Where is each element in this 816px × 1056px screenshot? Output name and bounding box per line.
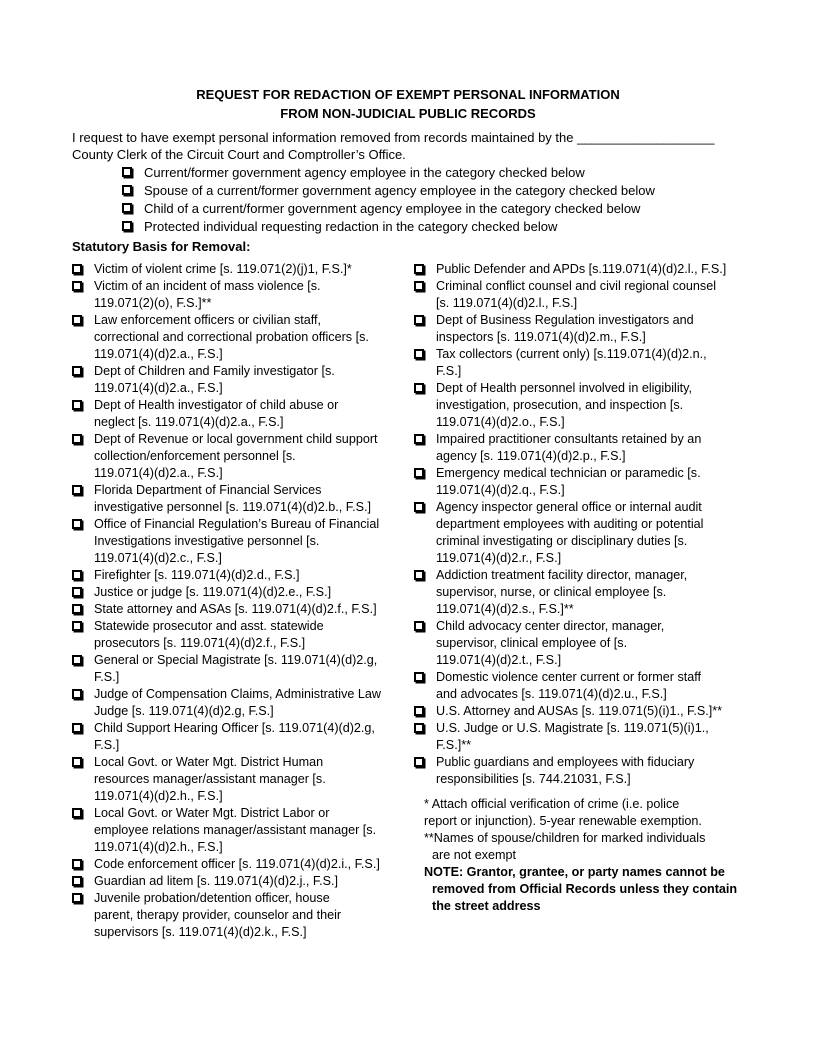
statutory-basis-label-line: Office of Financial Regulation’s Bureau of Financial [94,517,380,531]
statutory-basis-label-line: Dept of Children and Family investigator [s. [94,364,335,378]
checkbox-icon[interactable] [72,604,82,614]
statutory-basis-label-line: Public guardians and employees with fiduciary [436,755,695,769]
statutory-basis-label [94,482,408,516]
statutory-basis-item[interactable] [414,618,754,669]
statutory-basis-label [436,669,754,703]
statutory-basis-label [436,618,754,669]
checkbox-icon[interactable] [72,315,82,325]
checkbox-icon[interactable] [72,281,82,291]
statutory-basis-label-line: Law enforcement officers or civilian staff, [94,313,322,327]
statutory-basis-label [94,856,408,873]
statutory-basis-label [94,720,408,754]
checkbox-icon[interactable] [414,723,424,733]
statutory-basis-label-line: supervisor, clinical employee of [s. [436,636,628,650]
checkbox-icon[interactable] [414,672,424,682]
statutory-basis-label-line: prosecutors [s. 119.071(4)(d)2.f., F.S.] [94,636,306,650]
checkbox-icon[interactable] [122,167,132,177]
statutory-basis-label-line: F.S.] [436,364,462,378]
statutory-basis-right-column [414,261,754,788]
statutory-basis-label [436,720,754,754]
statutory-basis-label [436,346,754,380]
statutory-basis-label-line: Addiction treatment facility director, manager, [436,568,688,582]
statutory-basis-label-line: supervisors [s. 119.071(4)(d)2.k., F.S.] [94,925,307,939]
statutory-basis-item[interactable] [414,346,754,380]
checkbox-icon[interactable] [414,434,424,444]
statutory-basis-item[interactable] [414,380,754,431]
statutory-basis-label [436,754,754,788]
requester-option[interactable] [122,200,762,218]
statutory-basis-label-line: Local Govt. or Water Mgt. District Human [94,755,324,769]
checkbox-icon[interactable] [72,689,82,699]
requester-option[interactable] [122,182,762,200]
statutory-basis-label-line: 119.071(4)(d)2.s., F.S.]** [436,602,574,616]
statutory-basis-label [94,754,408,805]
checkbox-icon[interactable] [414,621,424,631]
requester-option-label: Spouse of a current/former government agency employee in the category checked below [144,183,655,198]
footnotes [424,796,754,915]
checkbox-icon[interactable] [72,519,82,529]
statutory-basis-label [436,312,754,346]
statutory-basis-label-line: Guardian ad litem [s. 119.071(4)(d)2.j., F.S.] [94,874,339,888]
statutory-basis-label-line: Dept of Business Regulation investigators and [436,313,694,327]
statutory-basis-label [94,312,408,363]
statutory-basis-label-line: and advocates [s. 119.071(4)(d)2.u., F.S.] [436,687,667,701]
statutory-basis-label-line: Dept of Health investigator of child abuse or [94,398,339,412]
checkbox-icon[interactable] [122,221,132,231]
statutory-basis-label [436,431,754,465]
statutory-basis-item[interactable] [72,754,408,805]
statutory-basis-label [436,278,754,312]
statutory-basis-label-line: 119.071(4)(d)2.c., F.S.] [94,551,222,565]
requester-option-label: Current/former government agency employee in the category checked below [144,165,585,180]
statutory-basis-item[interactable] [414,499,754,567]
statutory-basis-item[interactable] [72,686,408,720]
footnote-attach-line-2: report or injunction). 5-year renewable exemption. [424,814,702,828]
statutory-basis-item[interactable] [72,720,408,754]
checkbox-icon[interactable] [72,893,82,903]
checkbox-icon[interactable] [414,383,424,393]
statutory-basis-item[interactable] [414,567,754,618]
statutory-basis-heading: Statutory Basis for Removal: [72,239,251,254]
statutory-basis-label-line: 119.071(4)(d)2.a., F.S.] [94,381,223,395]
statutory-basis-label [94,805,408,856]
checkbox-icon[interactable] [414,349,424,359]
statutory-basis-label-line: collection/enforcement personnel [s. [94,449,296,463]
checkbox-icon[interactable] [72,587,82,597]
statutory-basis-label-line: 119.071(4)(d)2.t., F.S.] [436,653,562,667]
statutory-basis-label-line: Criminal conflict counsel and civil regional counsel [436,279,716,293]
statutory-basis-label-line: Child Support Hearing Officer [s. 119.071(4)(d)2.g, [94,721,375,735]
statutory-basis-label-line: Dept of Revenue or local government child support [94,432,378,446]
statutory-basis-item[interactable] [414,703,754,720]
footnote-attach-line-1: * Attach official verification of crime (i.e. police [424,797,680,811]
note-line-2: removed from Official Records unless they contain [432,882,738,896]
statutory-basis-label-line: resources manager/assistant manager [s. [94,772,326,786]
statutory-basis-label [436,380,754,431]
statutory-basis-label-line: General or Special Magistrate [s. 119.071(4)(d)2.g, [94,653,378,667]
statutory-basis-item[interactable] [414,312,754,346]
statutory-basis-label-line: 119.071(4)(d)2.q., F.S.] [436,483,565,497]
statutory-basis-item[interactable] [414,720,754,754]
statutory-basis-item[interactable] [72,261,408,278]
statutory-basis-label [94,363,408,397]
statutory-basis-label [94,652,408,686]
checkbox-icon[interactable] [414,281,424,291]
statutory-basis-label [436,465,754,499]
statutory-basis-item[interactable] [414,261,754,278]
request-statement [72,129,762,163]
statutory-basis-label-line: Firefighter [s. 119.071(4)(d)2.d., F.S.] [94,568,300,582]
statutory-basis-item[interactable] [72,873,408,890]
request-statement-line-1: I request to have exempt personal information removed from records maintained by the ___________________ [72,130,715,145]
statutory-basis-label-line: F.S.] [94,738,120,752]
statutory-basis-item[interactable] [414,465,754,499]
checkbox-icon[interactable] [72,400,82,410]
statutory-basis-label-line: Juvenile probation/detention officer, house [94,891,330,905]
statutory-basis-label [94,397,408,431]
statutory-basis-item[interactable] [414,431,754,465]
statutory-basis-label-line: 119.071(4)(d)2.o., F.S.] [436,415,565,429]
statutory-basis-label-line: correctional and correctional probation officers [s. [94,330,369,344]
statutory-basis-item[interactable] [72,584,408,601]
statutory-basis-label-line: 119.071(4)(d)2.r., F.S.] [436,551,562,565]
requester-option[interactable] [122,164,762,182]
statutory-basis-label-line: State attorney and ASAs [s. 119.071(4)(d)2.f., F.S.] [94,602,377,616]
statutory-basis-label-line: Dept of Health personnel involved in eligibility, [436,381,692,395]
statutory-basis-label-line: neglect [s. 119.071(4)(d)2.a., F.S.] [94,415,284,429]
form-title-line-2: FROM NON-JUDICIAL PUBLIC RECORDS [280,106,536,121]
statutory-basis-label [94,516,408,567]
statutory-basis-label [94,261,408,278]
statutory-basis-item[interactable] [72,312,408,363]
statutory-basis-label [94,431,408,482]
statutory-basis-item[interactable] [72,431,408,482]
statutory-basis-label [94,873,408,890]
statutory-basis-label-line: U.S. Judge or U.S. Magistrate [s. 119.071(5)(i)1., [436,721,709,735]
requester-option-label: Child of a current/former government agency employee in the category checked below [144,201,641,216]
statutory-basis-label-line: Statewide prosecutor and asst. statewide [94,619,324,633]
statutory-basis-item[interactable] [414,278,754,312]
statutory-basis-label-line: employee relations manager/assistant manager [s. [94,823,377,837]
checkbox-icon[interactable] [414,502,424,512]
statutory-basis-item[interactable] [72,278,408,312]
statutory-basis-label-line: F.S.]** [436,738,471,752]
checkbox-icon[interactable] [414,315,424,325]
note-line-3: the street address [432,899,541,913]
statutory-basis-item[interactable] [72,363,408,397]
statutory-basis-label-line: Domestic violence center current or former staff [436,670,702,684]
statutory-basis-label [436,261,754,278]
statutory-basis-label [436,499,754,567]
statutory-basis-label-line: supervisor, nurse, or clinical employee [s. [436,585,667,599]
statutory-basis-label [94,890,408,941]
checkbox-icon[interactable] [72,366,82,376]
statutory-basis-label [94,278,408,312]
statutory-basis-label-line: responsibilities [s. 744.21031, F.S.] [436,772,631,786]
statutory-basis-label-line: F.S.] [94,670,120,684]
checkbox-icon[interactable] [414,570,424,580]
statutory-basis-label-line: Tax collectors (current only) [s.119.071(4)(d)2.n., [436,347,707,361]
statutory-basis-label-line: Investigations investigative personnel [s. [94,534,320,548]
statutory-basis-item[interactable] [72,805,408,856]
statutory-basis-label-line: [s. 119.071(4)(d)2.l., F.S.] [436,296,578,310]
checkbox-icon[interactable] [72,485,82,495]
statutory-basis-label-line: 119.071(4)(d)2.a., F.S.] [94,466,223,480]
statutory-basis-label-line: 119.071(4)(d)2.h., F.S.] [94,789,223,803]
checkbox-icon[interactable] [72,264,82,274]
statutory-basis-label-line: 119.071(2)(o), F.S.]** [94,296,212,310]
statutory-basis-label-line: criminal investigating or disciplinary duties [s. [436,534,688,548]
statutory-basis-label [94,601,408,618]
statutory-basis-label-line: investigation, prosecution, and inspection [s. [436,398,684,412]
checkbox-icon[interactable] [122,203,132,213]
footnote-names-line-1: **Names of spouse/children for marked individuals [424,831,706,845]
statutory-basis-label-line: Emergency medical technician or paramedic [s. [436,466,701,480]
statutory-basis-label [94,584,408,601]
checkbox-icon[interactable] [122,185,132,195]
statutory-basis-label [94,686,408,720]
checkbox-icon[interactable] [72,876,82,886]
statutory-basis-label-line: Code enforcement officer [s. 119.071(4)(d)2.i., F.S.] [94,857,380,871]
statutory-basis-item[interactable] [72,652,408,686]
statutory-basis-label-line: Child advocacy center director, manager, [436,619,665,633]
checkbox-icon[interactable] [72,808,82,818]
statutory-basis-label-line: inspectors [s. 119.071(4)(d)2.m., F.S.] [436,330,646,344]
statutory-basis-label-line: investigative personnel [s. 119.071(4)(d)2.b., F.S.] [94,500,371,514]
statutory-basis-label-line: 119.071(4)(d)2.a., F.S.] [94,347,223,361]
statutory-basis-label-line: U.S. Attorney and AUSAs [s. 119.071(5)(i)1., F.S.]** [436,704,723,718]
note-line-1: NOTE: Grantor, grantee, or party names cannot be [424,865,725,879]
statutory-basis-label-line: Judge of Compensation Claims, Administrative Law [94,687,381,701]
statutory-basis-label [436,567,754,618]
requester-option-label: Protected individual requesting redaction in the category checked below [144,219,558,234]
requester-type-options [122,164,762,236]
statutory-basis-label-line: Impaired practitioner consultants retained by an [436,432,702,446]
statutory-basis-item[interactable] [72,567,408,584]
checkbox-icon[interactable] [72,434,82,444]
checkbox-icon[interactable] [72,570,82,580]
statutory-basis-item[interactable] [72,482,408,516]
checkbox-icon[interactable] [414,468,424,478]
statutory-basis-label-line: Victim of violent crime [s. 119.071(2)(j)1, F.S.]* [94,262,352,276]
checkbox-icon[interactable] [72,621,82,631]
checkbox-icon[interactable] [72,655,82,665]
checkbox-icon[interactable] [72,723,82,733]
statutory-basis-item[interactable] [72,397,408,431]
statutory-basis-item[interactable] [72,890,408,941]
checkbox-icon[interactable] [72,757,82,767]
statutory-basis-item[interactable] [72,856,408,873]
request-statement-line-2: County Clerk of the Circuit Court and Comptroller’s Office. [72,147,406,162]
statutory-basis-label-line: department employees with auditing or potential [436,517,704,531]
checkbox-icon[interactable] [414,757,424,767]
statutory-basis-label-line: agency [s. 119.071(4)(d)2.p., F.S.] [436,449,626,463]
statutory-basis-label-line: Local Govt. or Water Mgt. District Labor or [94,806,330,820]
statutory-basis-label-line: Agency inspector general office or internal audit [436,500,702,514]
statutory-basis-left-column [72,261,408,941]
statutory-basis-label-line: parent, therapy provider, counselor and their [94,908,342,922]
statutory-basis-item[interactable] [72,618,408,652]
statutory-basis-label-line: 119.071(4)(d)2.h., F.S.] [94,840,223,854]
statutory-basis-label-line: Florida Department of Financial Services [94,483,322,497]
statutory-basis-item[interactable] [414,669,754,703]
statutory-basis-label [94,618,408,652]
statutory-basis-label-line: Public Defender and APDs [s.119.071(4)(d)2.l., F.S.] [436,262,727,276]
checkbox-icon[interactable] [414,264,424,274]
requester-option[interactable] [122,218,762,236]
statutory-basis-label-line: Victim of an incident of mass violence [s. [94,279,321,293]
statutory-basis-item[interactable] [72,516,408,567]
statutory-basis-label [94,567,408,584]
statutory-basis-label-line: Judge [s. 119.071(4)(d)2.g, F.S.] [94,704,274,718]
statutory-basis-label-line: Justice or judge [s. 119.071(4)(d)2.e., F.S.] [94,585,332,599]
checkbox-icon[interactable] [414,706,424,716]
statutory-basis-item[interactable] [414,754,754,788]
form-title-line-1: REQUEST FOR REDACTION OF EXEMPT PERSONAL INFORMATION [196,87,620,102]
statutory-basis-item[interactable] [72,601,408,618]
checkbox-icon[interactable] [72,859,82,869]
footnote-names-line-2: are not exempt [432,848,517,862]
statutory-basis-label [436,703,754,720]
